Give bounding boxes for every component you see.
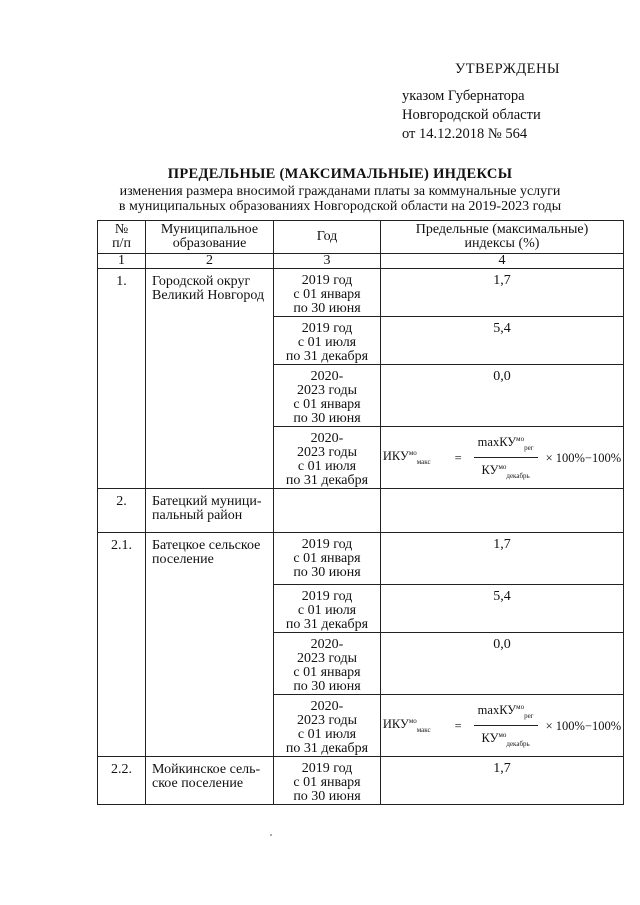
index-formula [381, 427, 624, 489]
document-title: ПРЕДЕЛЬНЫЕ (МАКСИМАЛЬНЫЕ) ИНДЕКСЫ [167, 166, 513, 182]
index-value: 1,7 [381, 533, 624, 585]
period-cell: 2020- 2023 годы с 01 июля по 31 декабря [274, 427, 381, 489]
index-value: 5,4 [381, 317, 624, 365]
row-number: 2.1. [98, 533, 146, 757]
column-number-1: 1 [98, 254, 146, 269]
column-number-row [98, 254, 624, 269]
header-number: № п/п [98, 221, 146, 254]
approval-block [402, 60, 632, 144]
subtitle-line-2: в муниципальных образованиях Новгородской области на 2019-2023 годы [118, 199, 562, 214]
column-number-3: 3 [274, 254, 381, 269]
period-cell: 2020- 2023 годы с 01 января по 30 июня [274, 633, 381, 695]
index-value-empty [381, 489, 624, 533]
municipality-name: Батецкое сельское поселение [146, 533, 274, 757]
approval-line-date: от 14.12.2018 № 564 [402, 126, 528, 142]
approved-label: УТВЕРЖДЕНЫ [455, 61, 561, 77]
formula: $ИКУ^{мо}_{макс}$ = $\frac{\max КУ^{мо}_{рег}}{КУ^{мо}_{декабрь}}$ × 100%−100% [381, 432, 623, 482]
column-number-2: 2 [146, 254, 274, 269]
index-value: 0,0 [381, 365, 624, 427]
header-year: Год [274, 221, 381, 254]
table-row [98, 533, 624, 585]
period-cell-empty [274, 489, 381, 533]
row-number: 1. [98, 269, 146, 489]
row-number: 2.2. [98, 757, 146, 805]
period-cell: 2019 год с 01 июля по 31 декабря [274, 317, 381, 365]
period-cell: 2019 год с 01 января по 30 июня [274, 757, 381, 805]
indices-table [97, 220, 624, 805]
municipality-name: Городской округ Великий Новгород [146, 269, 274, 489]
period-cell: 2020- 2023 годы с 01 января по 30 июня [274, 365, 381, 427]
header-municipality: Муниципальное образование [146, 221, 274, 254]
period-cell: 2019 год с 01 января по 30 июня [274, 269, 381, 317]
period-cell: 2020- 2023 годы с 01 июля по 31 декабря [274, 695, 381, 757]
index-formula [381, 695, 624, 757]
approval-line-decree: указом Губернатора [402, 88, 525, 104]
municipality-name: Мойкинское сель- ское поселение [146, 757, 274, 805]
index-value: 1,7 [381, 757, 624, 805]
table-row [98, 269, 624, 317]
header-indices: Предельные (максимальные) индексы (%) [381, 221, 624, 254]
formula: $ИКУ^{мо}_{макс}$ = $\frac{\max КУ^{мо}_{рег}}{КУ^{мо}_{декабрь}}$ × 100%−100% [381, 700, 623, 750]
index-value: 0,0 [381, 633, 624, 695]
table-row [98, 489, 624, 533]
document-subtitle [60, 184, 620, 214]
period-cell: 2019 год с 01 июля по 31 декабря [274, 585, 381, 633]
subtitle-line-1: изменения размера вносимой гражданами платы за коммунальные услуги [119, 184, 561, 199]
table-header-row [98, 221, 624, 254]
table-row [98, 757, 624, 805]
index-value: 5,4 [381, 585, 624, 633]
municipality-name: Батецкий муници- пальный район [146, 489, 274, 533]
approval-line-region: Новгородской области [402, 107, 541, 123]
period-cell: 2019 год с 01 января по 30 июня [274, 533, 381, 585]
index-value: 1,7 [381, 269, 624, 317]
column-number-4: 4 [381, 254, 624, 269]
scan-speck [270, 834, 272, 836]
row-number: 2. [98, 489, 146, 533]
